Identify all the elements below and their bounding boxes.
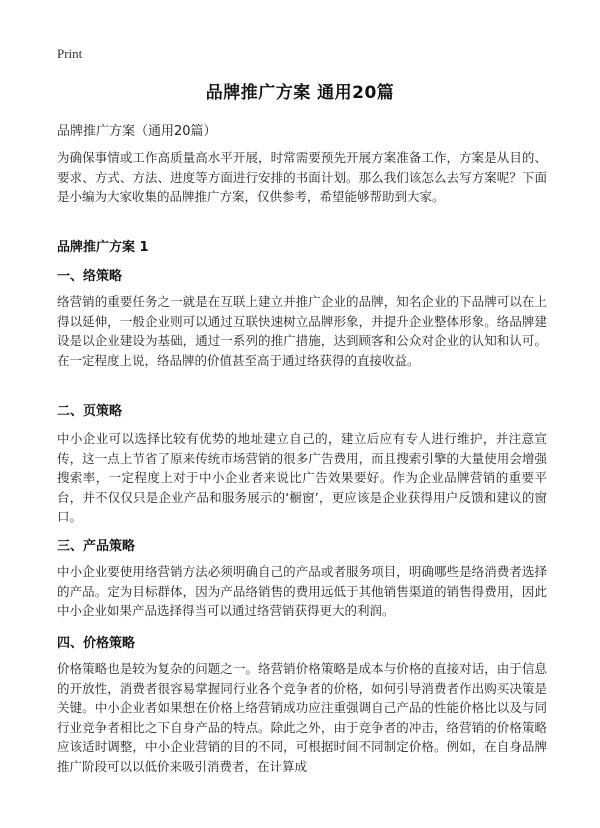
heading-network-strategy: 一、络策略 bbox=[57, 269, 123, 284]
paragraph-webpage-strategy: 中小企业可以选择比较有优势的地址建立自己的，建立后应有专人进行维护，并注意宣传，这一点上节省了原来传统市场营销的很多广告费用，而且搜索引擎的大量使用会增强搜索率，一定程度上对于中小企业者来说比广告效果要好。作为企业品牌营销的重要平台，并不仅仅只是企业产品和服务展示的‘橱窗’，更应该是企业获得用户反馈和建议的窗口。 bbox=[57, 431, 547, 524]
document-subtitle: 品牌推广方案（通用20篇） bbox=[57, 124, 217, 139]
paragraph-network-strategy: 络营销的重要任务之一就是在互联上建立并推广企业的品牌，知名企业的下品牌可以在上得以延伸，一般企业则可以通过互联快速树立品牌形象，并提升企业整体形象。络品牌建设是以企业建设为基础，通过一系列的推广措施，达到顾客和公众对企业的认知和认可。在一定程度上说，络品牌的价值甚至高于通过络获得的直接收益。 bbox=[57, 294, 547, 368]
paragraph-product-strategy: 中小企业要使用络营销方法必须明确自己的产品或者服务项目，明确哪些是络消费者选择的产品。定为目标群体，因为产品络销售的费用远低于其他销售渠道的销售得费用，因此中小企业如果产品选择得当可以通过络营销获得更大的利润。 bbox=[57, 564, 547, 618]
page-title: 品牌推广方案 通用20篇 bbox=[205, 83, 395, 103]
print-link[interactable]: Print bbox=[57, 46, 83, 61]
paragraph-price-strategy: 价格策略也是较为复杂的问题之一。络营销价格策略是成本与价格的直接对话，由于信息的开放性，消费者很容易掌握同行业各个竞争者的价格，如何引导消费者作出购买决策是关键。中小企业者如果想在价格上络营销成功应注重强调自己产品的性能价格比以及与同行业竞争者相比之下自身产品的特点。除此之外，由于竞争者的冲击，络营销的价格策略应该适时调整，中小企业营销的目的不同，可根据时间不同制定价格。例如，在自身品牌推广阶段可以以低价来吸引消费者，在计算成 bbox=[57, 661, 547, 774]
section-title: 品牌推广方案 1 bbox=[57, 240, 149, 255]
intro-paragraph: 为确保事情或工作高质量高水平开展，时常需要预先开展方案准备工作，方案是从目的、要求、方式、方法、进度等方面进行安排的书面计划。那么我们该怎么去写方案呢？下面是小编为大家收集的品牌推广方案，仅供参考，希望能够帮助到大家。 bbox=[57, 150, 547, 204]
heading-webpage-strategy: 二、页策略 bbox=[57, 404, 123, 419]
heading-product-strategy: 三、产品策略 bbox=[57, 539, 136, 554]
heading-price-strategy: 四、价格策略 bbox=[57, 636, 136, 651]
